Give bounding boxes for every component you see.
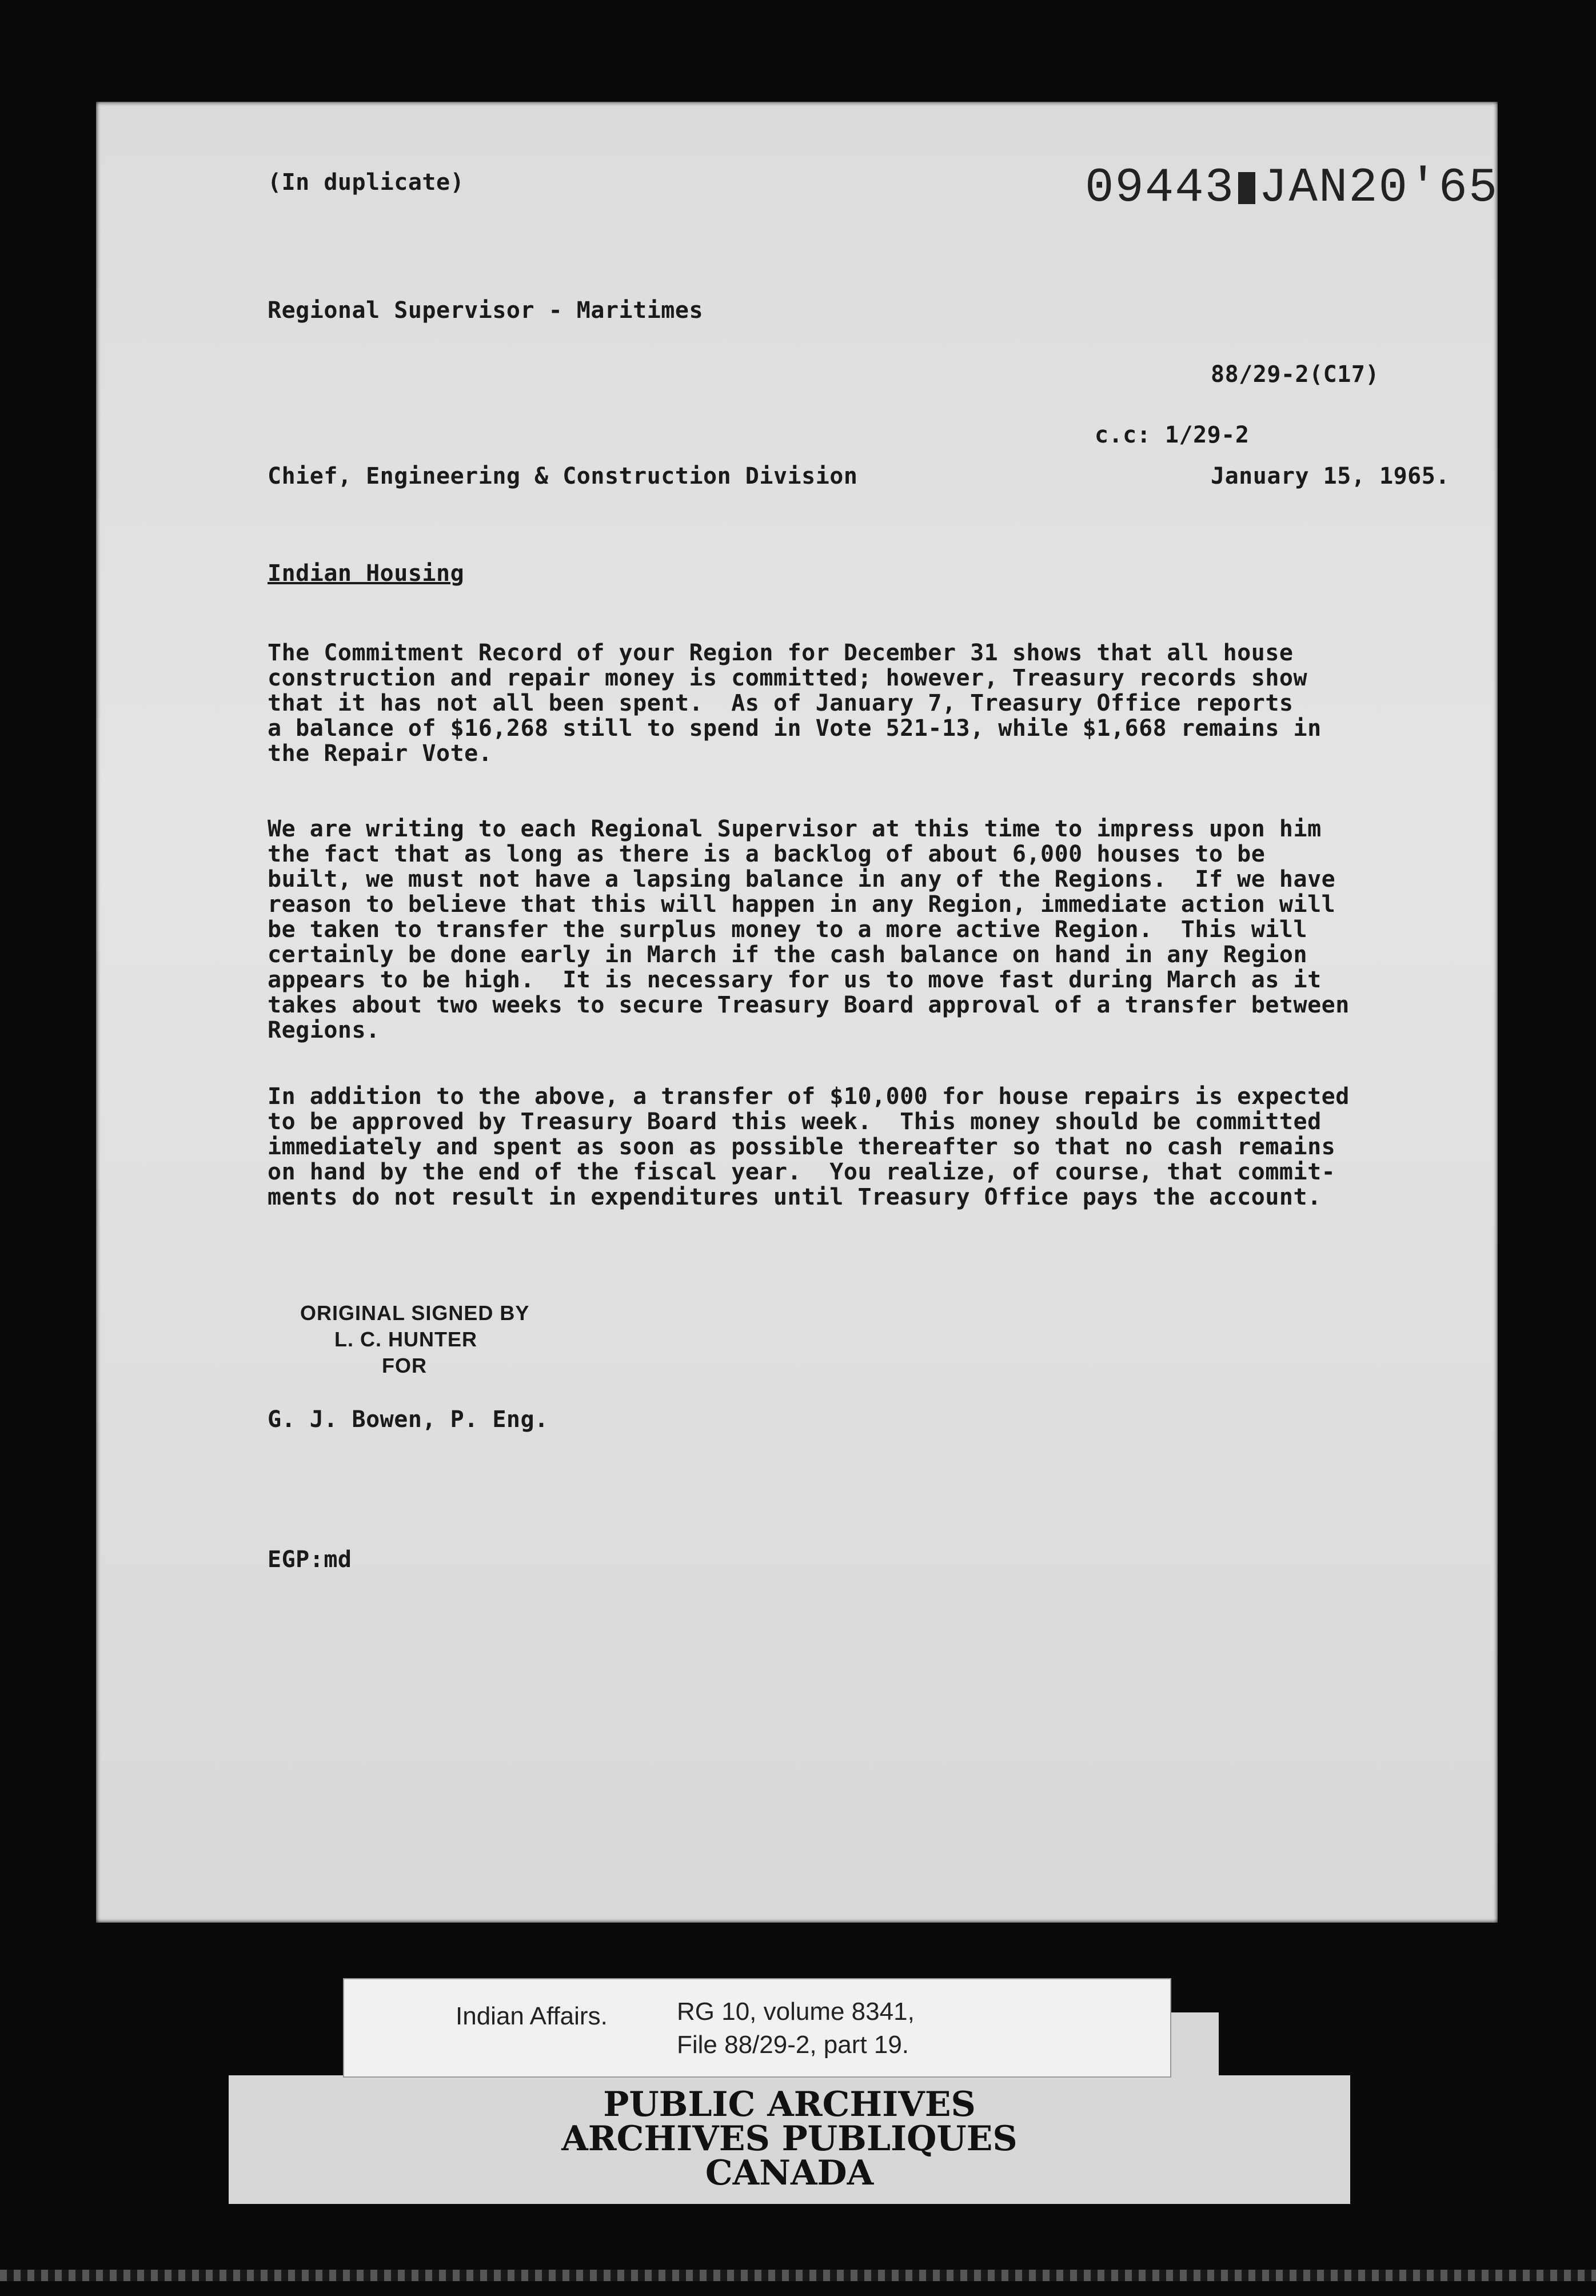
- paragraph-line: the fact that as long as there is a backlog of about 6,000 houses to be: [268, 841, 1266, 867]
- film-edge: [0, 2270, 1596, 2281]
- signature-stamp-line-1: ORIGINAL SIGNED BY: [300, 1301, 530, 1325]
- paragraph-line: immediately and spent as soon as possible thereafter so that no cash remains: [268, 1134, 1336, 1160]
- archives-fr: ARCHIVES PUBLIQUES: [561, 2119, 1018, 2159]
- paragraph-line: that it has not all been spent. As of January 7, Treasury Office reports: [268, 690, 1294, 716]
- typist-initials: EGP:md: [268, 1546, 352, 1573]
- paragraph-line: In addition to the above, a transfer of $10,000 for house repairs is expected: [268, 1083, 1350, 1110]
- mount-notch-right: [1219, 2012, 1350, 2075]
- paragraph-2: [268, 816, 1365, 1043]
- paragraph-line: The Commitment Record of your Region for December 31 shows that all house: [268, 640, 1294, 666]
- signature-stamp-line-3: FOR: [382, 1354, 427, 1377]
- stamp-block-icon: [1238, 172, 1255, 204]
- paragraph-line: a balance of $16,268 still to spend in Vote 521-13, while $1,668 remains in: [268, 715, 1322, 742]
- reference-line-1: RG 10, volume 8341,: [677, 1998, 915, 2026]
- paragraph-line: certainly be done early in March if the cash balance on hand in any Region: [268, 942, 1308, 968]
- paragraph-line: on hand by the end of the fiscal year. You realize, of course, that commit-: [268, 1159, 1336, 1185]
- paragraph-1: [268, 640, 1365, 766]
- paragraph-line: We are writing to each Regional Supervisor at this time to impress upon him: [268, 816, 1322, 842]
- archives-en: PUBLIC ARCHIVES: [603, 2084, 976, 2124]
- signature-stamp-line-2: L. C. HUNTER: [334, 1328, 477, 1351]
- paragraph-line: the Repair Vote.: [268, 740, 493, 767]
- archives-country: CANADA: [705, 2153, 874, 2193]
- carbon-copy-reference: c.c: 1/29-2: [1095, 422, 1250, 448]
- archive-reference-label: [343, 1978, 1171, 2078]
- mount-notch-left: [229, 2012, 360, 2075]
- subject-heading: Indian Housing: [268, 560, 465, 587]
- paragraph-line: takes about two weeks to secure Treasury Board approval of a transfer between: [268, 992, 1350, 1018]
- paragraph-line: appears to be high. It is necessary for us to move fast during March as it: [268, 967, 1322, 993]
- reference-line-2: File 88/29-2, part 19.: [677, 2031, 909, 2059]
- collection-name: Indian Affairs.: [456, 2002, 608, 2030]
- paragraph-line: be taken to transfer the surplus money to a more active Region. This will: [268, 916, 1308, 943]
- stamp-date: JAN20'65: [1259, 161, 1499, 216]
- addressee-to: Regional Supervisor - Maritimes: [268, 297, 704, 324]
- paragraph-line: built, we must not have a lapsing balance in any of the Regions. If we have: [268, 866, 1336, 892]
- signatory-name: G. J. Bowen, P. Eng.: [268, 1406, 549, 1433]
- paragraph-line: to be approved by Treasury Board this week. This money should be committed: [268, 1109, 1322, 1135]
- receipt-stamp: [1085, 161, 1498, 216]
- file-reference: 88/29-2(C17): [1211, 361, 1379, 388]
- paragraph-line: ments do not result in expenditures until Treasury Office pays the account.: [268, 1184, 1322, 1210]
- duplicate-note: (In duplicate): [268, 169, 465, 196]
- paragraph-line: construction and repair money is committed; however, Treasury records show: [268, 665, 1308, 691]
- paragraph-line: Regions.: [268, 1017, 380, 1043]
- sender-division: Chief, Engineering & Construction Division: [268, 463, 858, 489]
- paragraph-line: reason to believe that this will happen in any Region, immediate action will: [268, 891, 1336, 918]
- stamp-number: 09443: [1085, 161, 1235, 216]
- letter-date: January 15, 1965.: [1211, 463, 1450, 489]
- paragraph-3: [268, 1084, 1365, 1210]
